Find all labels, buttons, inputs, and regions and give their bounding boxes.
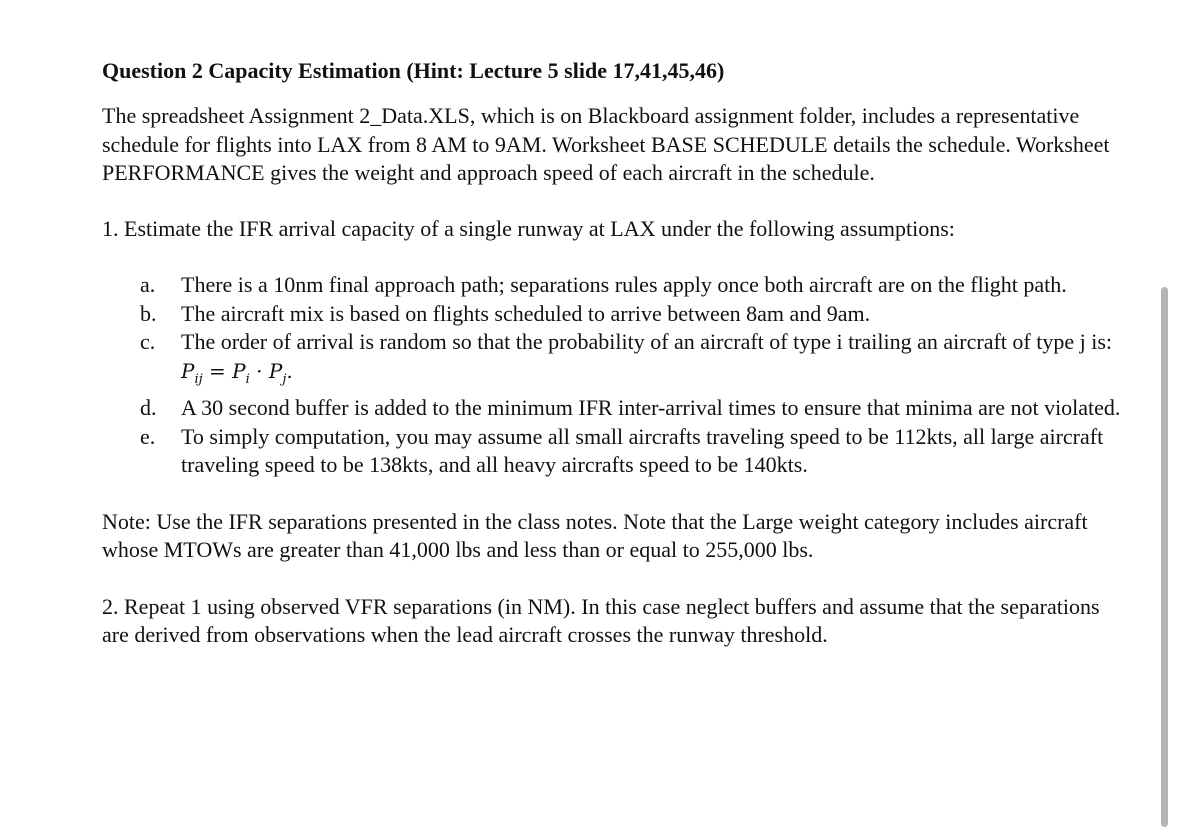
intro-paragraph: The spreadsheet Assignment 2_Data.XLS, which is on Blackboard assignment folder, includes a representative schedule for flights into LAX from 8 AM to 9AM. Worksheet BASE SCHEDULE details the schedule. Worksheet PERFORMANCE gives the weight and approach speed of each aircraft in the schedule. [102,103,1110,185]
vertical-scrollbar[interactable] [1161,287,1168,827]
list-marker: e. [140,423,156,449]
list-item [102,328,1122,394]
formula-lhs-sub: ij [194,371,203,387]
list-marker: b. [140,300,157,326]
formula-end: . [286,358,293,383]
note-paragraph: Note: Use the IFR separations presented in the class notes. Note that the Large weight category includes aircraft whose MTOWs are greater than 41,000 lbs and less than or equal to 255,000 lbs. [102,508,1088,562]
assumption-list [102,271,1122,480]
list-item [102,394,1122,423]
list-item-text: To simply computation, you may assume all small aircrafts traveling speed to be 112kts, all large aircraft traveling speed to be 138kts, and all heavy aircrafts speed to be 140kts. [181,423,1104,477]
list-marker: a. [140,272,156,297]
question-1-text: 1. Estimate the IFR arrival capacity of a single runway at LAX under the following assumptions: [102,215,955,241]
formula-p2: P [268,358,283,383]
document-page [102,56,1122,650]
formula-p1-sub: i [245,371,250,387]
formula-p2-sub: j [282,371,287,387]
list-item-text: There is a 10nm final approach path; separations rules apply once both aircraft are on the flight path. [181,272,1067,297]
list-marker: c. [140,329,156,354]
list-item-text: A 30 second buffer is added to the minimum IFR inter-arrival times to ensure that minima are not violated. [181,395,1121,420]
question-2-text: 2. Repeat 1 using observed VFR separations (in NM). In this case neglect buffers and assume that the separations are derived from observations when the lead aircraft crosses the runway threshold. [102,593,1100,647]
list-item-text: The order of arrival is random so that the probability of an aircraft of type i trailing an aircraft of type j is: [181,329,1113,354]
question-title: Question 2 Capacity Estimation (Hint: Lecture 5 slide 17,41,45,46) [102,58,725,83]
list-marker: d. [140,395,157,420]
list-item-text: The aircraft mix is based on flights scheduled to arrive between 8am and 9am. [181,300,871,326]
list-item [102,423,1122,480]
probability-formula [181,358,293,387]
list-item [102,300,1122,329]
formula-lhs: P [181,358,195,383]
formula-p1: P [232,358,246,383]
formula-equals: = [202,358,233,383]
formula-dot: · [249,358,269,383]
list-item [102,271,1122,300]
